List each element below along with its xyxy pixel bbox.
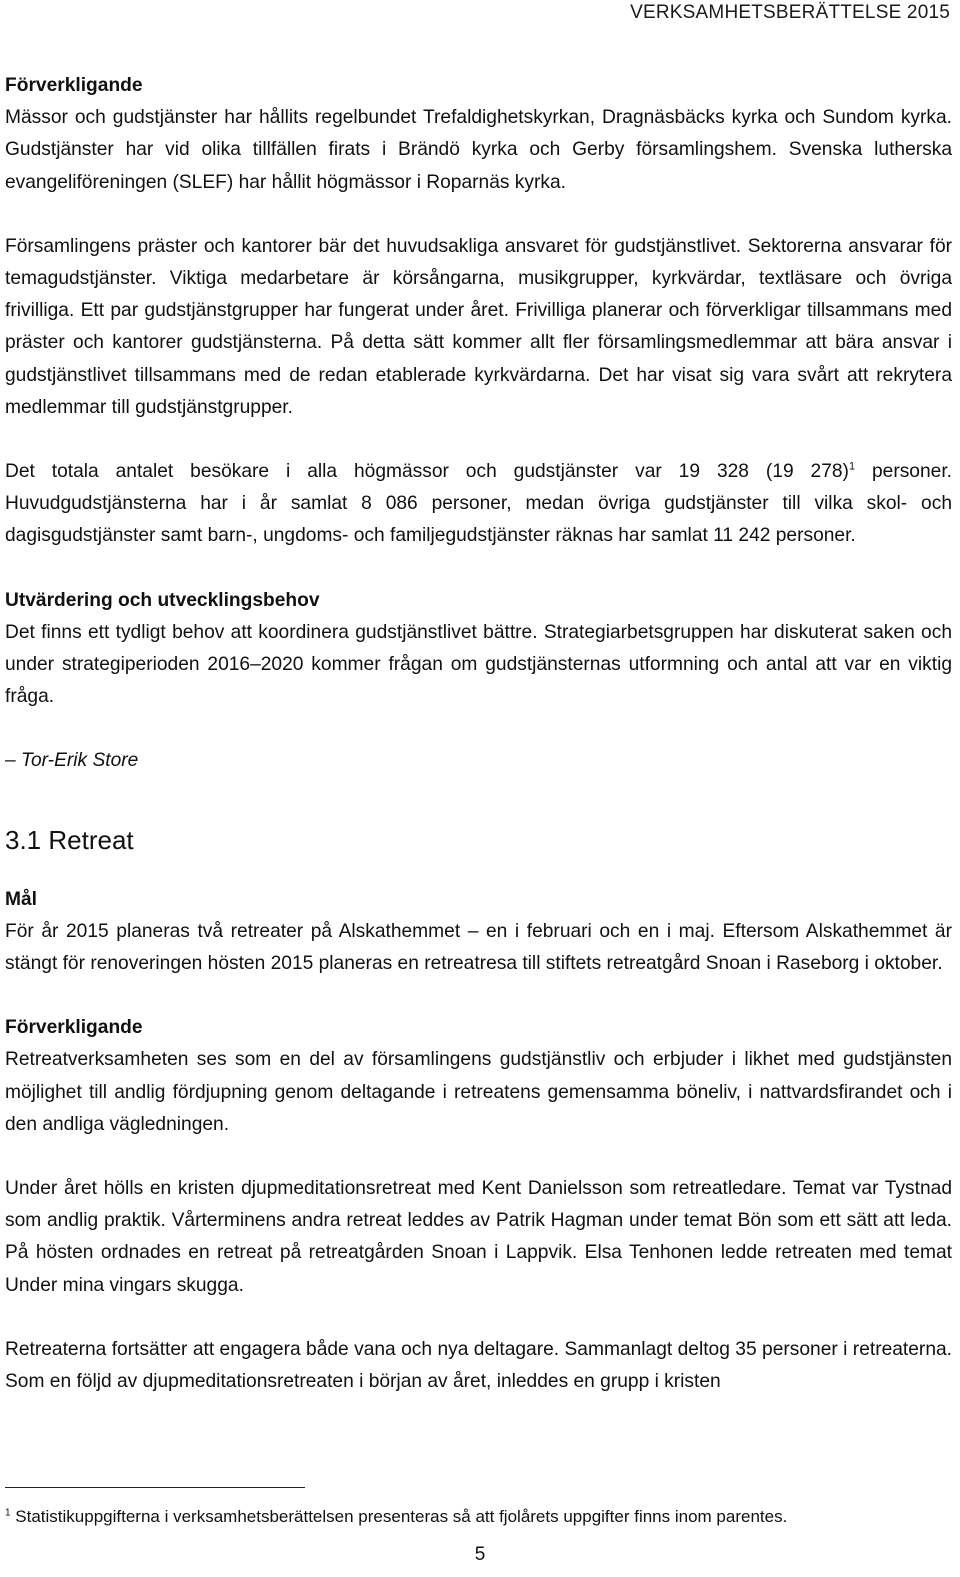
heading-mal: Mål xyxy=(5,888,37,910)
footnote-text: Statistikuppgifterna i verksamhetsberättelsen presenteras så att fjolårets uppgifter finns inom parentes. xyxy=(10,1507,788,1526)
heading-forverkligande-retreat: Förverkligande xyxy=(5,1017,143,1039)
page-body xyxy=(5,70,952,1398)
footnote-divider xyxy=(5,1487,305,1488)
paragraph: Mässor och gudstjänster har hållits regelbundet Trefaldighetskyrkan, Dragnäsbäcks kyrka och Sundom kyrka. Gudstjänster har vid olika tillfällen firats i Brändö kyrka och Gerby församlingshem. Svenska lutherska evangeliföreningen (SLEF) har hållit högmässor i Roparnäs kyrka. xyxy=(5,107,952,193)
paragraph-visitors xyxy=(5,456,952,553)
paragraph-text: Det totala antalet besökare i alla högmässor och gudstjänster var 19 328 (19 278) xyxy=(5,461,849,483)
paragraph: Retreatverksamheten ses som en del av församlingens gudstjänstliv och erbjuder i likhet med gudstjänsten möjlighet till andlig fördjupning genom deltagande i retreatens gemensamma böneliv, i nattvardsfirandet och i den andliga vägledningen. xyxy=(5,1049,952,1135)
heading-utvardering: Utvärdering och utvecklingsbehov xyxy=(5,589,320,611)
page-number: 5 xyxy=(474,1544,486,1565)
footnote xyxy=(5,1503,787,1531)
section-title: 3.1 Retreat xyxy=(5,824,134,855)
paragraph: Det finns ett tydligt behov att koordinera gudstjänstlivet bättre. Strategiarbetsgruppen har diskuterat saken och under strategiperioden 2016–2020 kommer frågan om gudstjänsternas utformning och antal att var en viktig fråga. xyxy=(5,621,952,708)
paragraph: För år 2015 planeras två retreater på Alskathemmet – en i februari och en i maj. Eftersom Alskathemmet är stängt för renoveringen hösten 2015 planeras en retreatresa till stiftets retreatgård Snoan i Raseborg i oktober. xyxy=(5,920,952,975)
paragraph-text: personer. Huvudgudstjänsterna har i år samlat 8 086 personer, medan övriga gudstjänster till vilka skol- och dagisgudstjänster samt barn-, ungdoms- och familjegudstjänster räknas har samlat 11 242 personer. xyxy=(5,461,952,547)
author-signature: – Tor-Erik Store xyxy=(5,750,139,772)
paragraph: Retreaterna fortsätter att engagera både vana och nya deltagare. Sammanlagt deltog 35 personer i retreaterna. Som en följd av djupmeditationsretreaten i början av året, inleddes en grupp i kristen xyxy=(5,1338,952,1393)
paragraph: Församlingens präster och kantorer bär det huvudsakliga ansvaret för gudstjänstlivet. Sektorerna ansvarar för temagudstjänster. Viktiga medarbetare är körsångarna, musikgrupper, kyrkvärdar, textläsare och övriga frivilliga. Ett par gudstjänstgrupper har fungerat under året. Frivilliga planerar och förverkligar tillsammans med präster och kantorer gudstjänsterna. På detta sätt kommer allt fler församlingsmedlemmar att bära ansvar i gudstjänstlivet tillsammans med de redan etablerade kyrkvärdarna. Det har visat sig vara svårt att rekrytera medlemmar till gudstjänstgrupper. xyxy=(5,235,952,418)
footnote-marker: 1 xyxy=(5,1507,11,1519)
footnote-reference[interactable]: 1 xyxy=(848,460,856,473)
heading-forverkligande: Förverkligande xyxy=(5,75,143,96)
paragraph: Under året hölls en kristen djupmeditationsretreat med Kent Danielsson som retreatledare. Temat var Tystnad som andlig praktik. Vårterminens andra retreat leddes av Patrik Hagman under temat Bön som ett sätt att leda. På hösten ordnades en retreat på retreatgården Snoan i Lappvik. Elsa Tenhonen ledde retreaten med temat Under mina vingars skugga. xyxy=(5,1178,952,1296)
running-header: VERKSAMHETSBERÄTTELSE 2015 xyxy=(630,2,950,23)
